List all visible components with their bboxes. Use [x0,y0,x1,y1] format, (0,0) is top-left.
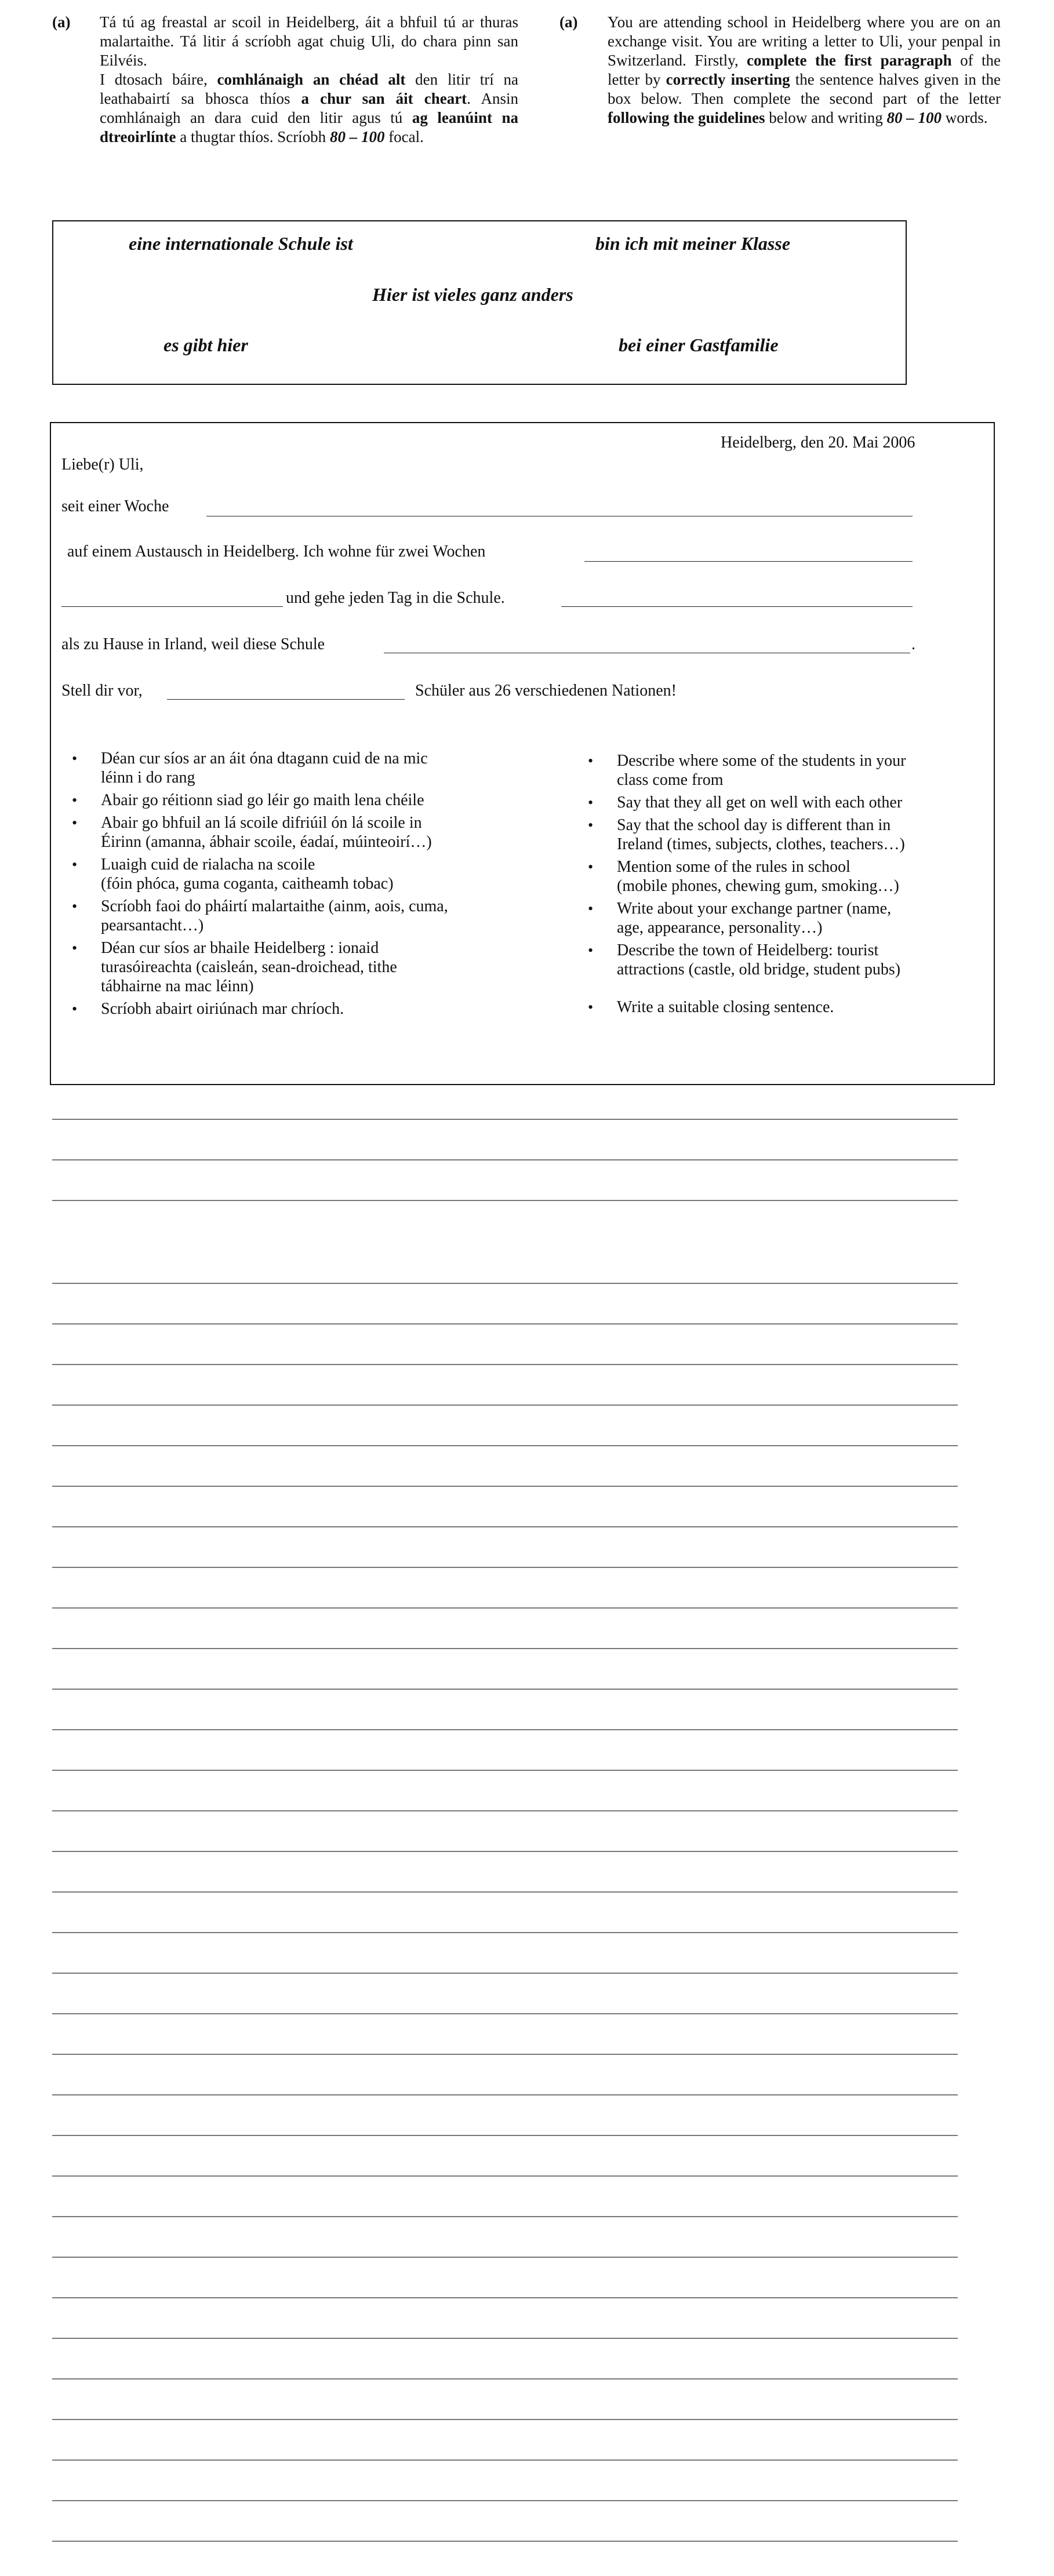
bullet-icon: • [588,817,594,834]
writing-line[interactable] [52,1891,958,1893]
guideline-text: Say that the school day is different than in [617,816,891,834]
writing-line[interactable] [52,1486,958,1487]
english-guideline-item [567,941,990,979]
letter-line-5: Stell dir vor, [61,682,143,700]
english-instructions [608,13,1001,128]
text: the sentence halves given in the box below. Then complete the second part of the letter [608,71,1001,107]
letter-line-4-end: . [911,635,915,653]
writing-line[interactable] [52,1932,958,1933]
bold-text: comhlánaigh an chéad alt [217,71,406,88]
word-count: 80 – 100 [329,128,385,145]
letter-line-5-end: Schüler aus 26 verschiedenen Nationen! [415,682,677,700]
guideline-text: Say that they all get on well with each other [617,794,903,812]
writing-line[interactable] [52,1323,958,1325]
english-guideline-item [567,899,990,937]
letter-line-1: seit einer Woche [61,497,169,515]
irish-guideline-item [51,791,544,810]
english-guideline-item [567,751,990,789]
guideline-text: class come from [617,771,724,789]
writing-line[interactable] [52,2013,958,2014]
letter-box [50,422,995,1085]
irish-instructions [100,13,518,147]
bullet-icon: • [72,814,78,831]
guidelines-english [567,751,990,1020]
answer-blank[interactable] [561,606,913,607]
guideline-text: Luaigh cuid de rialacha na scoile [101,856,315,874]
irish-instruction-p1: Tá tú ag freastal ar scoil in Heidelberg, áit a bhfuil tú ar thuras malartaithe. Tá litir á scríobh agat chuig Uli, do chara pinn san Eilvéis. [100,13,518,69]
text: . Ansin comhlánaigh an dara cuid den litir agus tú [100,90,518,126]
writing-line[interactable] [52,1526,958,1527]
answer-blank[interactable] [167,699,405,700]
irish-guideline-item [51,749,544,787]
text: of the letter by [608,52,1001,88]
writing-line[interactable] [52,1770,958,1771]
writing-line[interactable] [52,2378,958,2379]
guideline-text: age, appearance, personality…) [617,919,823,937]
phrase-5: bei einer Gastfamilie [619,334,779,355]
bullet-icon: • [588,752,594,769]
guideline-text: Déan cur síos ar bhaile Heidelberg : ionaid [101,939,379,957]
writing-line[interactable] [52,1567,958,1568]
phrase-box [52,220,907,385]
writing-line[interactable] [52,2459,958,2461]
guidelines-irish [51,749,544,1022]
english-guideline-item [567,857,990,896]
writing-line[interactable] [52,1159,958,1160]
bullet-icon: • [72,940,78,956]
irish-guideline-item [51,855,544,893]
writing-line[interactable] [52,1405,958,1406]
writing-line[interactable] [52,2297,958,2298]
guideline-text: Write a suitable closing sentence. [617,998,834,1016]
letter-line-2: auf einem Austausch in Heidelberg. Ich wohne für zwei Wochen [67,543,486,561]
guideline-text: Déan cur síos ar an áit óna dtagann cuid de na mic [101,749,428,767]
bullet-icon: • [588,858,594,875]
english-instruction-p1 [608,13,1001,128]
writing-line[interactable] [52,1283,958,1284]
bullet-icon: • [72,750,78,767]
writing-line[interactable] [52,1689,958,1690]
bold-text: correctly inserting [666,71,790,88]
guideline-text: Abair go bhfuil an lá scoile difriúil ón lá scoile in [101,814,422,832]
irish-guideline-item [51,813,544,852]
writing-line[interactable] [52,2541,958,2542]
english-guideline-item [567,998,990,1017]
writing-line[interactable] [52,1445,958,1446]
writing-line[interactable] [52,1973,958,1974]
guideline-text: tábhairne na mac léinn) [101,977,254,995]
bullet-icon: • [72,898,78,915]
irish-instruction-p2 [100,70,518,147]
writing-line[interactable] [52,2054,958,2055]
guideline-text: pearsantacht…) [101,916,204,934]
bullet-icon: • [588,794,594,811]
letter-date: Heidelberg, den 20. Mai 2006 [721,434,915,452]
phrase-2: bin ich mit meiner Klasse [595,233,791,254]
writing-line[interactable] [52,2500,958,2501]
text: I dtosach báire, [100,71,217,88]
answer-blank[interactable] [584,561,913,562]
writing-line[interactable] [52,1648,958,1649]
text: focal. [384,128,424,145]
bullet-icon: • [72,1000,78,1017]
writing-line[interactable] [52,1851,958,1852]
writing-line[interactable] [52,2257,958,2258]
irish-guideline-item [51,999,544,1018]
guideline-text: Éirinn (amanna, ábhair scoile, éadaí, múinteoirí…) [101,833,432,851]
guideline-text: Write about your exchange partner (name, [617,900,892,918]
bullet-icon: • [588,942,594,959]
bullet-icon: • [72,792,78,809]
word-count: 80 – 100 [886,109,942,126]
letter-line-3: und gehe jeden Tag in die Schule. [286,589,505,607]
english-question-label: (a) [559,13,578,31]
bold-text: following the guidelines [608,109,765,126]
guideline-text: Ireland (times, subjects, clothes, teachers…) [617,835,905,853]
phrase-4: es gibt hier [163,334,248,355]
english-guideline-item [567,793,990,812]
writing-line[interactable] [52,1607,958,1609]
writing-line[interactable] [52,2216,958,2217]
guideline-text: Scríobh abairt oiriúnach mar chríoch. [101,1000,344,1018]
guideline-text: (fóin phóca, guma coganta, caitheamh tobac) [101,875,394,893]
irish-guideline-item [51,897,544,935]
letter-salutation: Liebe(r) Uli, [61,456,144,474]
text: den litir trí na leathabairtí sa bhosca thíos [100,71,518,107]
text: below and writing [765,109,887,126]
bold-text: ag leanúint na dtreoirlínte [100,109,519,145]
guideline-text: Describe the town of Heidelberg: tourist [617,941,879,959]
guideline-text: Abair go réitionn siad go léir go maith lena chéile [101,791,424,809]
irish-guideline-item [51,938,544,996]
guideline-text: Mention some of the rules in school [617,858,851,876]
bullet-icon: • [588,999,594,1016]
writing-line[interactable] [52,2094,958,2095]
answer-blank[interactable] [61,606,283,607]
phrase-3: Hier ist vieles ganz anders [372,284,573,305]
writing-line[interactable] [52,2135,958,2136]
bullet-icon: • [72,856,78,873]
guideline-text: attractions (castle, old bridge, student pubs) [617,960,901,978]
text: words. [942,109,988,126]
bold-text: complete the first paragraph [747,52,952,69]
writing-line[interactable] [52,2338,958,2339]
writing-line[interactable] [52,1810,958,1811]
bullet-icon: • [588,900,594,917]
writing-line[interactable] [52,1729,958,1730]
writing-line[interactable] [52,1364,958,1365]
phrase-1: eine internationale Schule ist [129,233,353,254]
writing-line[interactable] [52,1119,958,1120]
bold-text: a chur san áit cheart [301,90,467,107]
writing-line[interactable] [52,2175,958,2177]
letter-line-4: als zu Hause in Irland, weil diese Schule [61,635,325,653]
english-guideline-item [567,816,990,854]
text: a thugtar thíos. Scríobh [176,128,330,145]
writing-line[interactable] [52,1200,958,1201]
guideline-text: (mobile phones, chewing gum, smoking…) [617,877,899,895]
guideline-text: léinn i do rang [101,769,195,787]
text: You are attending school in Heidelberg where you are on an exchange visit. You are writing a letter to Uli, your penpal in Switzerland. Firstly, [608,13,1001,69]
guideline-text: Describe where some of the students in your [617,752,906,770]
guideline-text: Scríobh faoi do pháirtí malartaithe (ainm, aois, cuma, [101,897,448,915]
writing-line[interactable] [52,2419,958,2420]
guideline-text: turasóireachta (caisleán, sean-droichead, tithe [101,958,397,976]
irish-question-label: (a) [52,13,71,31]
